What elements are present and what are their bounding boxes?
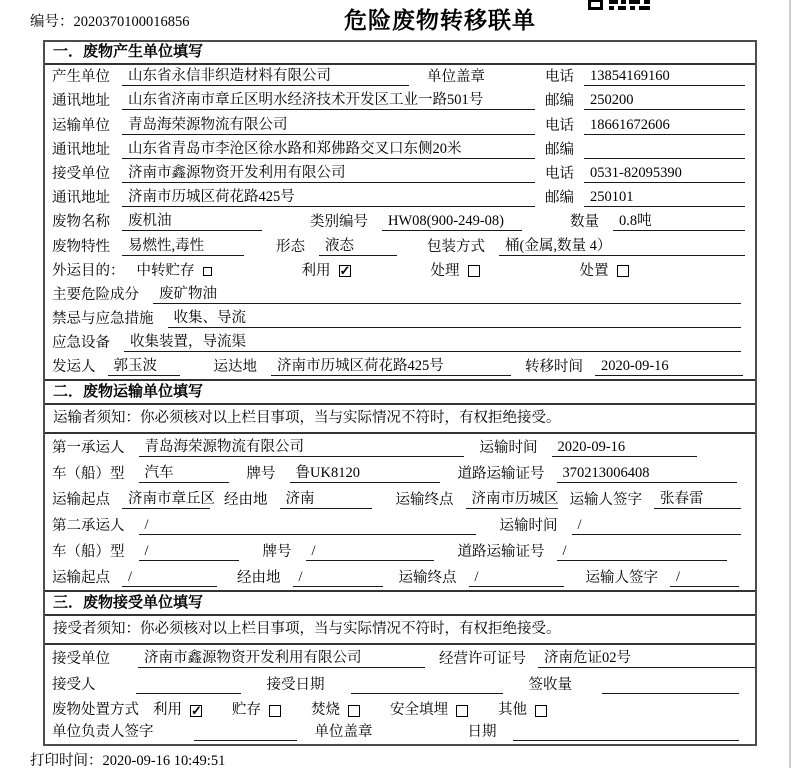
checkbox-icon (190, 705, 202, 717)
business-license-label: 经营许可证号 (439, 651, 526, 668)
receiver-zip-value: 250101 (584, 189, 745, 207)
accepting-unit-value: 济南市鑫源物资开发利用有限公司 (138, 650, 425, 668)
plate-value: 鲁UK8120 (290, 465, 440, 483)
transport-time-label: 运输时间 (479, 440, 538, 457)
disposal-option-label: 安全填埋 (390, 702, 448, 719)
print-time-value: 2020-09-16 10:49:51 (102, 753, 226, 768)
route-via-label: 经由地 (237, 570, 281, 587)
transfer-time-value: 2020-09-16 (595, 358, 743, 376)
received-qty-value (602, 676, 739, 694)
transporter-value: 青岛海荣源物流有限公司 (122, 117, 535, 135)
second-carrier-value: / (139, 517, 476, 535)
second-carrier-label: 第二承运人 (52, 518, 125, 535)
disposal-method-label: 废物处置方式 (52, 702, 139, 719)
page-title: 危险废物转移联单 (344, 7, 536, 33)
qr-code-fragment-icon (588, 0, 654, 10)
transporter-address-row (45, 138, 755, 162)
road-license-label: 道路运输证号 (457, 544, 545, 561)
taboo-measures-row (45, 307, 755, 331)
route-via-label: 经由地 (224, 492, 268, 509)
waste-property-label: 废物特性 (52, 238, 110, 255)
destination-label: 运达地 (213, 359, 257, 376)
phone-label: 电话 (545, 165, 574, 182)
transporter-row (45, 113, 755, 137)
acceptor-label: 接受人 (52, 677, 96, 694)
emergency-equipment-value: 收集装置，导流渠 (124, 334, 741, 352)
zip-label: 邮编 (545, 190, 574, 207)
disposal-option-label: 其他 (498, 702, 527, 719)
sender-value: 郭玉波 (108, 358, 180, 376)
carrier-sign-label: 运输人签字 (569, 492, 642, 509)
purpose-option-label: 处理 (430, 262, 460, 279)
purpose-option-label: 中转贮存 (136, 262, 195, 279)
received-qty-label: 签收量 (528, 677, 572, 694)
print-time-label: 打印时间： (30, 753, 103, 768)
accept-date-label: 接受日期 (266, 677, 325, 694)
purpose-option-label: 利用 (301, 262, 331, 279)
checkbox-icon (535, 705, 547, 717)
route-start-label: 运输起点 (52, 570, 110, 587)
producer-zip-value: 250200 (584, 92, 745, 110)
page-edge-divider (789, 0, 791, 768)
sender-row (45, 355, 755, 379)
checkbox-icon (468, 265, 480, 277)
taboo-measures-label: 禁忌与应急措施 (52, 311, 154, 328)
transfer-purpose-label: 外运目的： (52, 262, 125, 279)
receiver-address-value: 济南市历城区荷花路425号 (122, 189, 535, 207)
transporter-notice: 运输者须知：你必须核对以上栏目事项，当与实际情况不符时，有权拒绝接受。 (45, 405, 755, 434)
date-label: 日期 (467, 724, 497, 741)
receiver-value: 济南市鑫源物资开发利用有限公司 (122, 165, 535, 183)
transport-time-value: 2020-09-16 (552, 439, 697, 457)
accepting-unit-label: 接受单位 (52, 651, 110, 668)
waste-name-value: 废机油 (122, 213, 262, 231)
quantity-value: 0.8吨 (613, 213, 745, 231)
date-value (513, 723, 740, 741)
responsible-signature-row (45, 722, 755, 744)
carrier-sign-value: 张春雷 (654, 491, 741, 509)
route-end-label: 运输终点 (398, 570, 457, 587)
destination-value: 济南市历城区荷花路425号 (271, 358, 511, 376)
route-start-value: 济南市章丘区 (122, 491, 210, 509)
vehicle-type-value: 汽车 (139, 465, 229, 483)
vehicle2-row (45, 538, 755, 564)
form-value: 液态 (319, 238, 397, 256)
quantity-label: 数量 (570, 214, 599, 231)
route2-row (45, 564, 755, 590)
route-via-value: 济南 (280, 491, 372, 509)
second-carrier-row (45, 512, 755, 538)
producer-label: 产生单位 (52, 69, 110, 86)
waste-property-value: 易燃性,毒性 (122, 238, 244, 256)
receiver-phone-value: 0531-82095390 (584, 165, 745, 183)
responsible-signature-value (194, 723, 297, 741)
receiver-label: 接受单位 (52, 165, 110, 182)
producer-phone-value: 13854169160 (584, 68, 745, 86)
disposal-option-landfill (390, 702, 468, 719)
disposal-option-other (498, 702, 547, 719)
section1-header: 一．废物产生单位填写 (45, 42, 755, 65)
manifest-form (43, 40, 757, 746)
plate-label: 牌号 (262, 544, 292, 561)
vehicle-type-value: / (139, 543, 239, 561)
first-carrier-row (45, 434, 755, 460)
first-carrier-label: 第一承运人 (52, 440, 125, 457)
address-label: 通讯地址 (52, 190, 110, 207)
producer-address-value: 山东省济南市章丘区明水经济技术开发区工业一路501号 (122, 92, 535, 110)
plate-label: 牌号 (246, 466, 276, 483)
waste-name-label: 废物名称 (52, 214, 110, 231)
road-license-value: / (557, 543, 727, 561)
packing-value: 桶(金属,数量 4） (499, 238, 745, 256)
hazard-component-row (45, 283, 755, 307)
taboo-measures-value: 收集、导流 (168, 310, 742, 328)
checkbox-icon (339, 265, 351, 277)
transporter-zip-value (584, 141, 745, 159)
route-start-label: 运输起点 (52, 492, 110, 509)
receiver-row (45, 162, 755, 186)
hazard-component-label: 主要危险成分 (52, 286, 139, 303)
section2-header: 二．废物运输单位填写 (45, 379, 755, 405)
zip-label: 邮编 (545, 141, 574, 158)
address-label: 通讯地址 (52, 93, 110, 110)
disposal-option-label: 贮存 (232, 702, 261, 719)
business-license-value: 济南危证02号 (538, 650, 757, 668)
road-license-value: 370213006408 (557, 465, 737, 483)
responsible-signature-label: 单位负责人签字 (52, 724, 154, 741)
checkbox-icon (203, 267, 212, 276)
waste-property-row (45, 234, 755, 258)
phone-label: 电话 (545, 69, 574, 86)
form-label: 形态 (276, 238, 305, 255)
vehicle-type-label: 车（船）型 (52, 544, 125, 561)
producer-address-row (45, 89, 755, 113)
transporter-label: 运输单位 (52, 117, 110, 134)
document-number-value: 2020370100016856 (73, 14, 190, 30)
vehicle-type-label: 车（船）型 (52, 466, 125, 483)
route-end-value: 济南市历城区 (466, 491, 558, 509)
transfer-time-label: 转移时间 (525, 359, 583, 376)
disposal-option-label: 焚烧 (311, 702, 340, 719)
checkbox-icon (269, 705, 281, 717)
disposal-option-incinerate (311, 702, 360, 719)
route-end-value: / (469, 569, 564, 587)
producer-row (45, 65, 755, 89)
unit-stamp-label: 单位盖章 (427, 69, 485, 86)
transporter-address-value: 山东省青岛市李沧区徐水路和郑佛路交叉口东侧20米 (122, 141, 535, 159)
print-time (30, 749, 225, 768)
address-label: 通讯地址 (52, 141, 110, 158)
first-carrier-value: 青岛海荣源物流有限公司 (139, 439, 464, 457)
transfer-purpose-row (45, 259, 755, 283)
vehicle1-row (45, 460, 755, 486)
packing-label: 包装方式 (427, 238, 485, 255)
document-number-label: 编号： (30, 14, 74, 30)
hazard-component-value: 废矿物油 (153, 286, 741, 304)
route-start-value: / (122, 569, 217, 587)
category-code-label: 类别编号 (310, 214, 368, 231)
disposal-option-utilize (153, 702, 202, 719)
zip-label: 邮编 (545, 93, 574, 110)
disposal-option-store (232, 702, 281, 719)
acceptor-value (136, 676, 241, 694)
route1-row (45, 486, 755, 512)
category-code-value: HW08(900-249-08) (382, 213, 522, 231)
transport-time-value: / (572, 517, 742, 535)
transporter-phone-value: 18661672606 (584, 117, 745, 135)
route-via-value: / (293, 569, 383, 587)
emergency-equipment-row (45, 331, 755, 355)
checkbox-icon (456, 705, 468, 717)
purpose-option-utilize (302, 263, 351, 280)
waste-name-row (45, 210, 755, 234)
accept-date-value (351, 676, 503, 694)
road-license-label: 道路运输证号 (457, 466, 545, 483)
route-end-label: 运输终点 (395, 492, 454, 509)
section3-header: 三．废物接受单位填写 (45, 590, 755, 616)
emergency-equipment-label: 应急设备 (52, 335, 110, 352)
receiver-notice: 接受者须知：你必须核对以上栏目事项，当与实际情况不符时，有权拒绝接受。 (45, 616, 755, 645)
purpose-option-treat (431, 263, 480, 280)
accepting-unit-row (45, 645, 755, 671)
transport-time-label: 运输时间 (499, 518, 558, 535)
purpose-option-dispose (580, 263, 629, 280)
checkbox-icon (348, 705, 360, 717)
producer-value: 山东省永信非织造材料有限公司 (122, 68, 409, 86)
receiver-address-row (45, 186, 755, 210)
unit-stamp-label: 单位盖章 (314, 724, 373, 741)
purpose-option-label: 处置 (579, 262, 609, 279)
purpose-option-storage (137, 263, 212, 280)
carrier-sign-label: 运输人签字 (585, 570, 658, 587)
phone-label: 电话 (545, 117, 574, 134)
acceptor-row (45, 671, 755, 697)
disposal-method-row (45, 697, 755, 722)
checkbox-icon (617, 265, 629, 277)
plate-value: / (306, 543, 434, 561)
carrier-sign-value: / (670, 569, 739, 587)
sender-label: 发运人 (52, 359, 96, 376)
disposal-option-label: 利用 (153, 702, 182, 719)
